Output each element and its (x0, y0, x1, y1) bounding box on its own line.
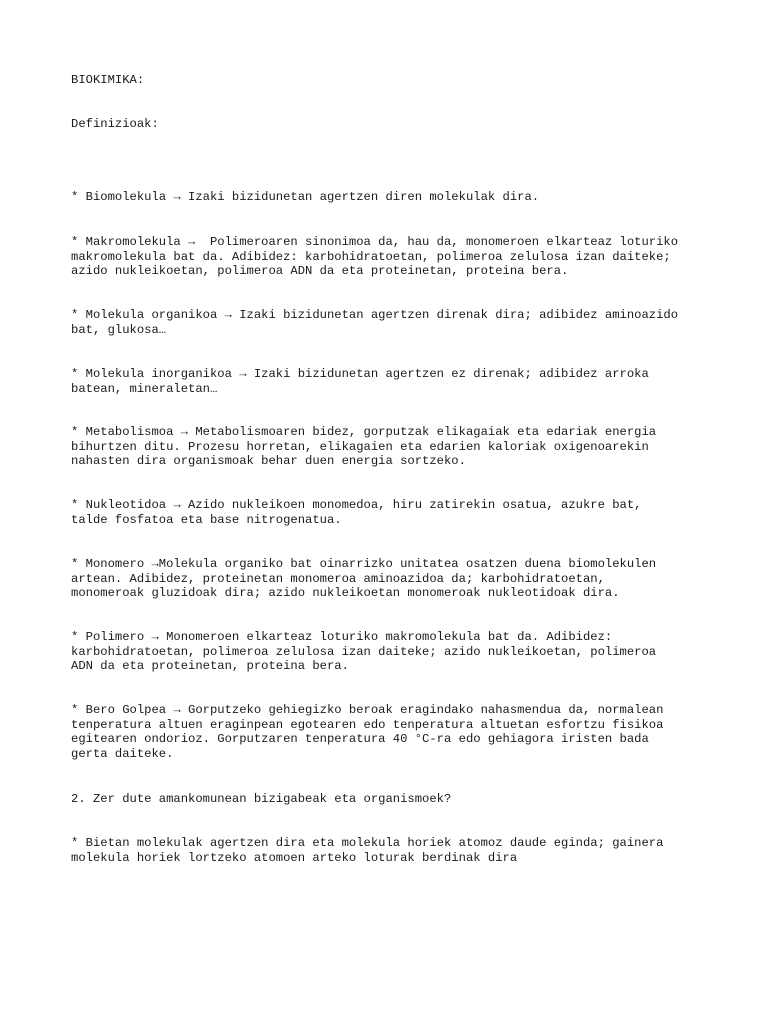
document-title: BIOKIMIKA: (71, 73, 145, 87)
definition-molekula-organikoa: * Molekula organikoa → Izaki bizidunetan agertzen direnak dira; adibidez aminoazido bat, glukosa… (71, 308, 679, 337)
definition-biomolekula: * Biomolekula → Izaki bizidunetan agertzen diren molekulak dira. (71, 190, 540, 204)
question-text: 2. Zer dute amankomunean bizigabeak eta organismoek? (71, 792, 452, 806)
section-heading: Definizioak: (71, 117, 159, 131)
definition-molekula-inorganikoa: * Molekula inorganikoa → Izaki bizidunetan agertzen ez direnak; adibidez arroka batean, mineraletan… (71, 367, 649, 396)
definition-nukleotidoa: * Nukleotidoa → Azido nukleikoen monomedoa, hiru zatirekin osatua, azukre bat, talde fosfatoa eta base nitrogenatua. (71, 498, 642, 527)
answer-text: * Bietan molekulak agertzen dira eta molekula horiek atomoz daude eginda; gainera molekula horiek lortzeko atomoen arteko loturak berdinak dira (71, 836, 664, 865)
definition-makromolekula: * Makromolekula → Polimeroaren sinonimoa da, hau da, monomeroen elkarteaz loturiko makromolekula bat da. Adibidez: karbohidratoetan, polimeroa zelulosa izan daiteke; azido nukleikoetan, polimeroa ADN da eta proteinetan, proteina bera. (71, 235, 679, 279)
definition-metabolismoa: * Metabolismoa → Metabolismoaren bidez, gorputzak elikagaiak eta edariak energia bihurtzen ditu. Prozesu horretan, elikagaien eta edarien kaloriak oxigenoarekin nahasten dira organismoak behar duen energia sortzeko. (71, 425, 657, 469)
definition-polimero: * Polimero → Monomeroen elkarteaz loturiko makromolekula bat da. Adibidez: karbohidratoetan, polimeroa zelulosa izan daiteke; azido nukleikoetan, polimeroa ADN da eta proteinetan, proteina bera. (71, 630, 657, 674)
definition-bero-golpea: * Bero Golpea → Gorputzeko gehiegizko beroak eragindako nahasmendua da, normalean tenperatura altuen eraginpean egotearen edo tenperatura altuetan esfortzu fisikoa egitearen ondorioz. Gorputzaren tenperatura 40 °C-ra edo gehiagora iristen bada gerta daiteke. (71, 703, 664, 761)
definition-monomero: * Monomero →Molekula organiko bat oinarrizko unitatea osatzen duena biomolekulen artean. Adibidez, proteinetan monomeroa aminoazidoa da; karbohidratoetan, monomeroak gluzidoak dira; azido nukleikoetan monomeroak nukleotidoak dira. (71, 557, 657, 601)
